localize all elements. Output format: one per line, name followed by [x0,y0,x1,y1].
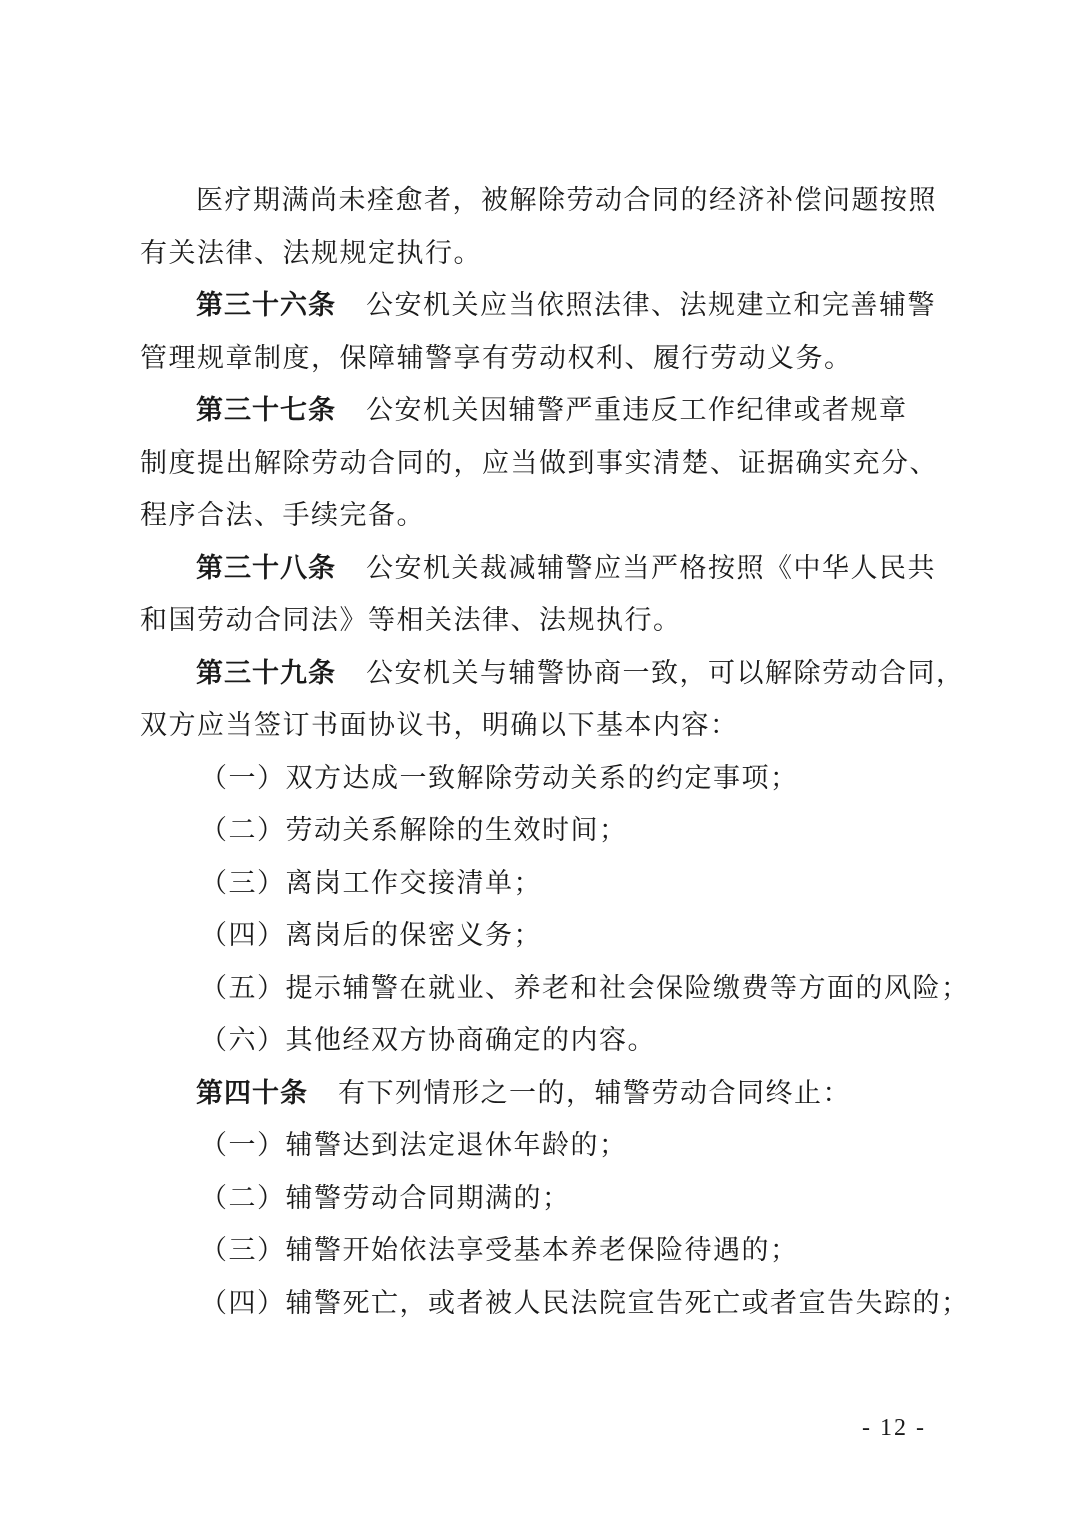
article-heading: 第三十七条 [196,395,336,426]
paragraph-line: 医疗期满尚未痊愈者，被解除劳动合同的经济补偿问题按照 [196,185,937,216]
list-item: （三）离岗工作交接清单； [200,868,542,899]
article-heading: 第四十条 [196,1078,308,1109]
list-item: （四）辅警死亡，或者被人民法院宣告死亡或者宣告失踪的； [200,1288,970,1319]
paragraph-line: 程序合法、手续完备。 [140,500,425,531]
article-37-line: 第三十七条 公安机关因辅警严重违反工作纪律或者规章 [196,395,908,426]
list-item: （二）辅警劳动合同期满的； [200,1183,571,1214]
list-item: （五）提示辅警在就业、养老和社会保险缴费等方面的风险； [200,973,970,1004]
list-item: （二）劳动关系解除的生效时间； [200,815,628,846]
list-item: （一）双方达成一致解除劳动关系的约定事项； [200,763,799,794]
list-item: （六）其他经双方协商确定的内容。 [200,1025,656,1056]
article-heading: 第三十六条 [196,290,336,321]
paragraph-line: 和国劳动合同法》等相关法律、法规执行。 [140,605,682,636]
article-39-line: 第三十九条 公安机关与辅警协商一致，可以解除劳动合同， [196,658,965,689]
paragraph-line: 制度提出解除劳动合同的，应当做到事实清楚、证据确实充分、 [140,448,938,479]
article-38-line: 第三十八条 公安机关裁减辅警应当严格按照《中华人民共 [196,553,936,584]
list-item: （四）离岗后的保密义务； [200,920,542,951]
page-number: - 12 - [862,1415,926,1441]
list-item: （一）辅警达到法定退休年龄的； [200,1130,628,1161]
article-heading: 第三十八条 [196,553,336,584]
paragraph-line: 双方应当签订书面协议书，明确以下基本内容： [140,710,739,741]
article-36-line: 第三十六条 公安机关应当依照法律、法规建立和完善辅警 [196,290,936,321]
paragraph-line: 有关法律、法规规定执行。 [140,238,482,269]
list-item: （三）辅警开始依法享受基本养老保险待遇的； [200,1235,799,1266]
article-heading: 第三十九条 [196,658,336,689]
paragraph-line: 管理规章制度，保障辅警享有劳动权利、履行劳动义务。 [140,343,853,374]
article-40-line: 第四十条 有下列情形之一的，辅警劳动合同终止： [196,1078,851,1109]
